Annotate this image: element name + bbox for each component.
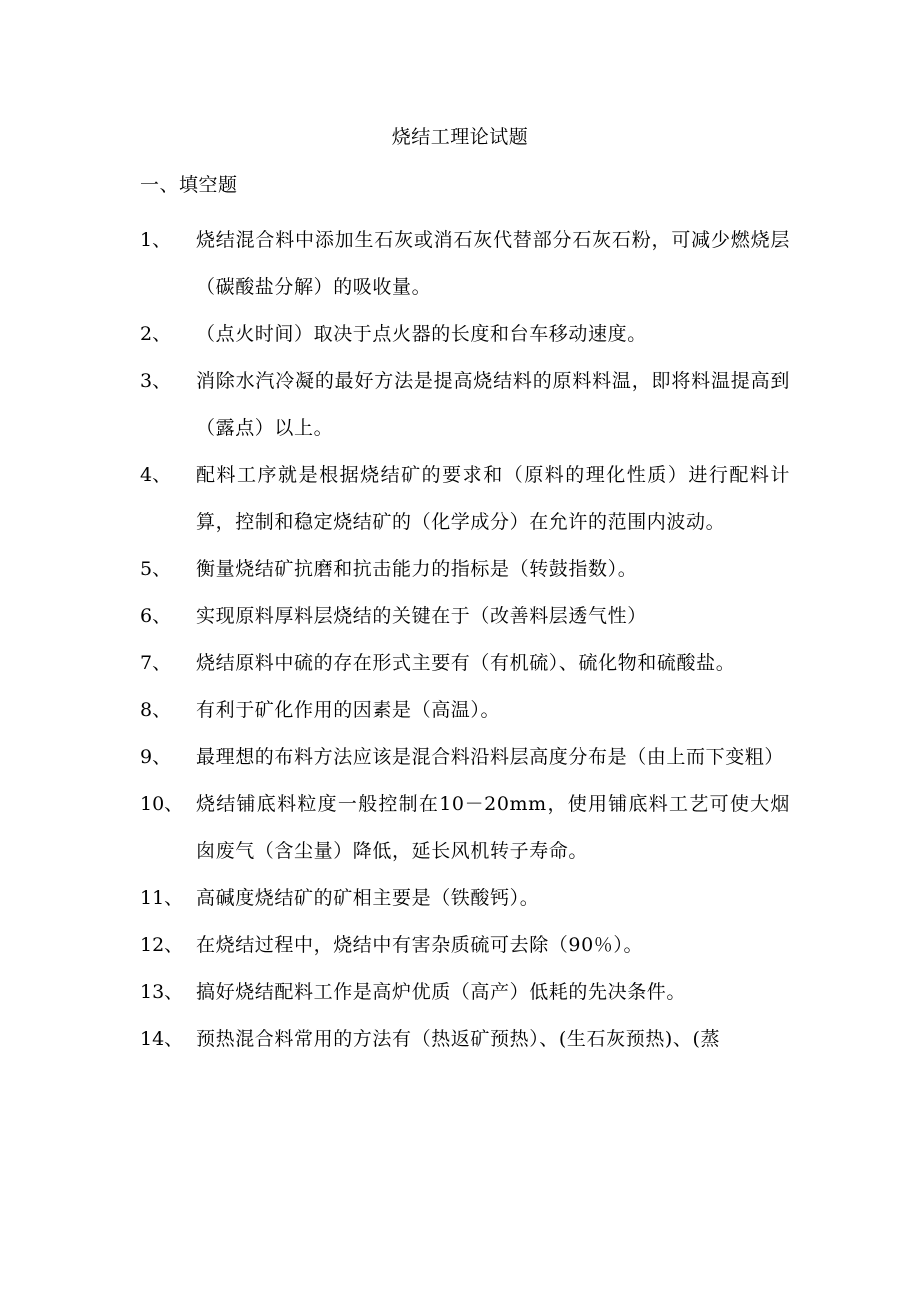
question-text: 有利于矿化作用的因素是（高温）。 [196, 699, 501, 721]
question-text: 预热混合料常用的方法有（热返矿预热）、(生石灰预热)、(蒸 [196, 1028, 721, 1050]
question-list [140, 217, 790, 1063]
question-number: 1、 [140, 229, 172, 251]
question-text: 烧结铺底料粒度一般控制在10－20mm，使用铺底料工艺可使大烟囱废气（含尘量）降低，延长风机转子寿命。 [196, 793, 790, 862]
question-number: 8、 [140, 699, 172, 721]
question-number: 7、 [140, 652, 172, 674]
document-title: 烧结工理论试题 [391, 126, 529, 148]
question-text: 搞好烧结配料工作是高炉优质（高产）低耗的先决条件。 [196, 981, 687, 1003]
question-number: 6、 [140, 605, 172, 627]
question-item-14 [140, 1016, 790, 1063]
question-text: （点火时间）取决于点火器的长度和台车移动速度。 [196, 323, 647, 345]
question-text: 衡量烧结矿抗磨和抗击能力的指标是（转鼓指数）。 [196, 558, 638, 580]
question-number: 2、 [140, 323, 172, 345]
question-item-10 [140, 781, 790, 875]
question-text: 烧结混合料中添加生石灰或消石灰代替部分石灰石粉，可减少燃烧层（碳酸盐分解）的吸收量。 [196, 229, 790, 298]
question-item-6 [140, 593, 790, 640]
question-item-13 [140, 969, 790, 1016]
question-number: 3、 [140, 370, 172, 392]
question-item-5 [140, 546, 790, 593]
question-number: 14、 [140, 1028, 184, 1050]
question-number: 4、 [140, 464, 172, 486]
question-item-3 [140, 358, 790, 452]
question-number: 10、 [140, 793, 184, 815]
question-number: 9、 [140, 746, 172, 768]
question-number: 13、 [140, 981, 184, 1003]
question-text: 最理想的布料方法应该是混合料沿料层高度分布是（由上而下变粗） [196, 746, 785, 768]
question-text: 消除水汽冷凝的最好方法是提高烧结料的原料料温，即将料温提高到（露点）以上。 [196, 370, 790, 439]
question-text: 高碱度烧结矿的矿相主要是（铁酸钙）。 [196, 887, 540, 909]
question-text: 在烧结过程中，烧结中有害杂质硫可去除（90％）。 [196, 934, 644, 956]
question-text: 配料工序就是根据烧结矿的要求和（原料的理化性质）进行配料计算，控制和稳定烧结矿的（化学成分）在允许的范围内波动。 [196, 464, 790, 533]
question-number: 5、 [140, 558, 172, 580]
question-item-9 [140, 734, 790, 781]
question-item-2 [140, 311, 790, 358]
question-item-4 [140, 452, 790, 546]
question-text: 实现原料厚料层烧结的关键在于（改善料层透气性） [196, 605, 647, 627]
question-item-7 [140, 640, 790, 687]
question-item-12 [140, 922, 790, 969]
question-item-11 [140, 875, 790, 922]
question-number: 11、 [140, 887, 184, 909]
question-item-1 [140, 217, 790, 311]
section-heading: 一、填空题 [140, 174, 238, 196]
question-number: 12、 [140, 934, 184, 956]
question-item-8 [140, 687, 790, 734]
question-text: 烧结原料中硫的存在形式主要有（有机硫）、硫化物和硫酸盐。 [196, 652, 736, 674]
